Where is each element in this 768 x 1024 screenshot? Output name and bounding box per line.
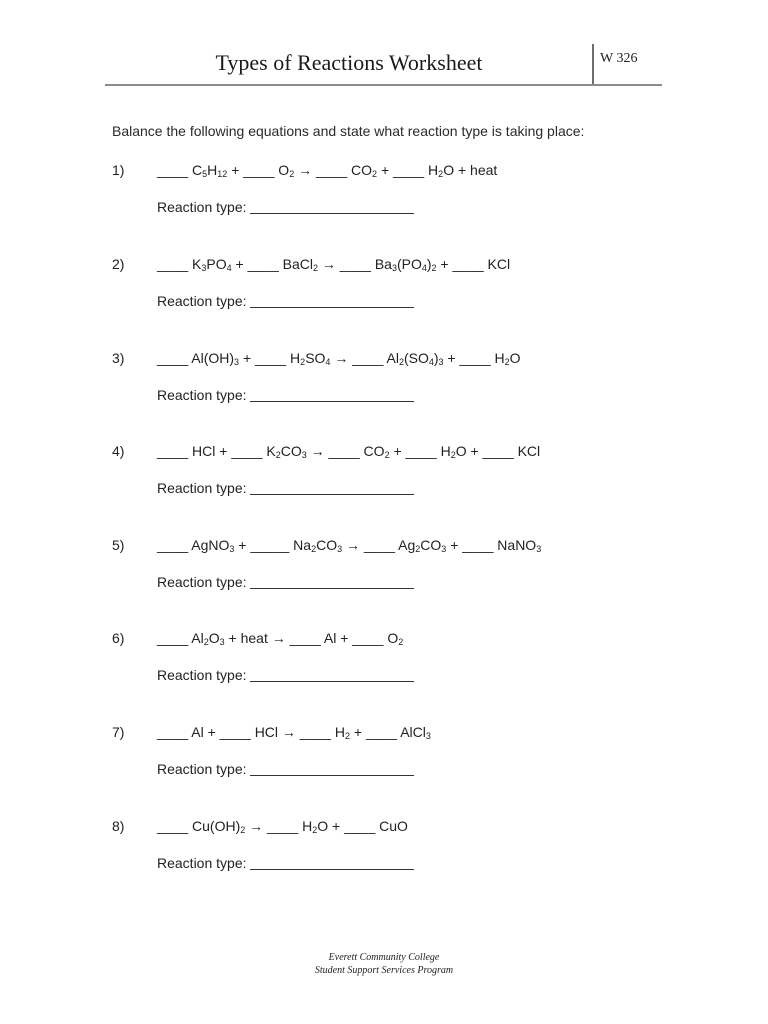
reaction-type-answer-blank[interactable] <box>250 389 414 402</box>
chemical-equation: ____ AgNO$_3$ + _____ $Na_2CO_3$ → ____ $Ag_2CO_3$ + ____ NaNO$_3$ <box>157 537 542 554</box>
reaction-type-row <box>157 574 414 590</box>
problem-7 <box>112 724 672 794</box>
problem-number: 5) <box>112 537 125 553</box>
problem-number: 3) <box>112 350 125 366</box>
reaction-type-answer-blank[interactable] <box>250 763 414 776</box>
reaction-type-label: Reaction type: <box>157 293 247 309</box>
page-title: Types of Reactions Worksheet <box>215 50 483 75</box>
reaction-type-answer-blank[interactable] <box>250 295 414 308</box>
chemical-equation: ____ Al + ____ HCl → ____ $H_2$ + ____ AlCl$_3$ <box>157 724 431 741</box>
chemical-equation: ____ $K_3PO_4$ + ____ BaCl$_2$ → ____ $Ba_3(PO_4)_2$ + ____ KCl <box>157 256 511 273</box>
problem-8 <box>112 818 672 888</box>
reaction-type-answer-blank[interactable] <box>250 669 414 682</box>
problem-number: 7) <box>112 724 125 740</box>
worksheet-code: W 326 <box>600 51 638 66</box>
problem-number: 1) <box>112 162 125 178</box>
reaction-type-row <box>157 293 414 309</box>
reaction-type-row <box>157 387 414 403</box>
reaction-type-label: Reaction type: <box>157 480 247 496</box>
problem-4 <box>112 443 672 513</box>
problem-3 <box>112 350 672 420</box>
footer-program: Student Support Services Program <box>314 965 454 976</box>
reaction-type-answer-blank[interactable] <box>250 482 414 495</box>
reaction-type-row <box>157 855 414 871</box>
chemical-equation: ____ $Cu(OH)_2$ → ____ $H_2O$ + ____ CuO <box>157 818 408 835</box>
problem-number: 4) <box>112 443 125 459</box>
problem-6 <box>112 630 672 700</box>
chemical-equation: ____ $Al(OH)_3$ + ____ $H_2SO_4$ → ____ $Al_2(SO_4)_3$ + ____ $H_2O$ <box>157 350 521 367</box>
footer <box>0 951 768 977</box>
chemical-equation: ____ HCl + ____ $K_2CO_3$ → ____ $CO_2$ + ____ $H_2O$ + ____ KCl <box>157 443 541 460</box>
problem-number: 6) <box>112 630 125 646</box>
reaction-type-label: Reaction type: <box>157 667 247 683</box>
reaction-type-answer-blank[interactable] <box>250 857 414 870</box>
reaction-type-row <box>157 761 414 777</box>
instructions: Balance the following equations and state what reaction type is taking place: <box>112 123 585 139</box>
reaction-type-row <box>157 667 414 683</box>
chemical-equation: ____ $C_5H_{12}$ + ____ $O_2$ → ____ $CO_2$ + ____ $H_2O$ + heat <box>157 162 498 179</box>
footer-college: Everett Community College <box>328 952 440 963</box>
reaction-type-answer-blank[interactable] <box>250 201 414 214</box>
reaction-type-label: Reaction type: <box>157 855 247 871</box>
problem-1 <box>112 162 672 232</box>
reaction-type-label: Reaction type: <box>157 761 247 777</box>
reaction-type-row <box>157 480 414 496</box>
problem-5 <box>112 537 672 607</box>
problem-number: 8) <box>112 818 125 834</box>
reaction-type-row <box>157 199 414 215</box>
worksheet-header <box>105 44 662 86</box>
chemical-equation: ____ $Al_2O_3$ + heat → ____ Al + ____ $O_2$ <box>157 630 404 647</box>
reaction-type-label: Reaction type: <box>157 387 247 403</box>
reaction-type-label: Reaction type: <box>157 574 247 590</box>
reaction-type-answer-blank[interactable] <box>250 576 414 589</box>
problem-2 <box>112 256 672 326</box>
worksheet-code-box <box>592 44 637 84</box>
reaction-type-label: Reaction type: <box>157 199 247 215</box>
problem-number: 2) <box>112 256 125 272</box>
